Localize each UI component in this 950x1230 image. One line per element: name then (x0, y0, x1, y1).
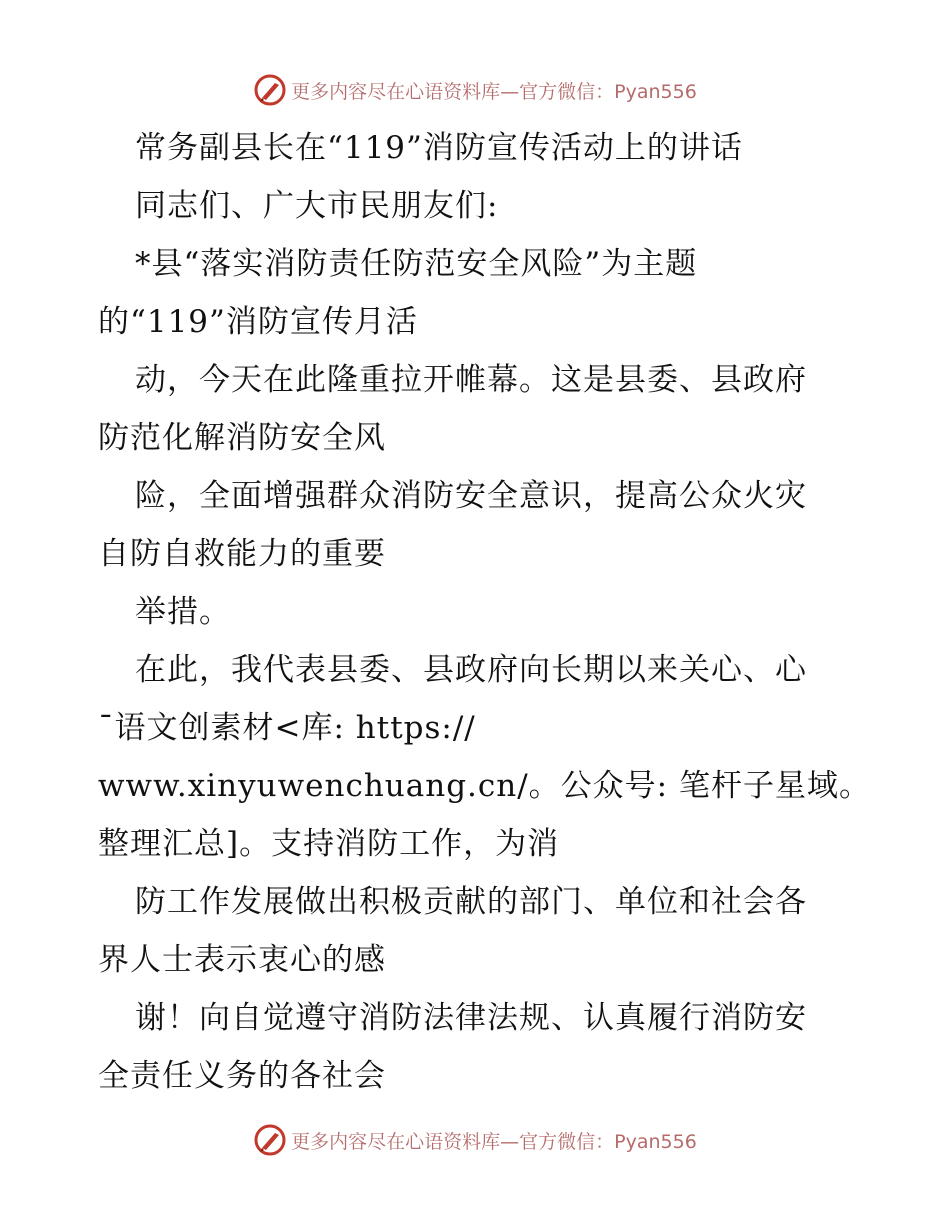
header-banner (0, 68, 950, 112)
text-line: www.xinyuwenchuang.cn/。公众号: 笔杆子星域。 (98, 768, 871, 804)
text-line: 动，今天在此隆重拉开帷幕。这是县委、县政府 (135, 362, 807, 398)
footer-banner (0, 1118, 950, 1162)
document-title: 常务副县长在“119”消防宣传活动上的讲话 (135, 130, 743, 166)
text-line: ¯语文创素材<库: https:// (98, 710, 476, 746)
text-line: 举措。 (135, 594, 231, 630)
text-line: 险，全面增强群众消防安全意识，提高公众火灾 (135, 478, 807, 514)
text-line: 防工作发展做出积极贡献的部门、单位和社会各 (135, 884, 807, 920)
quill-logo-icon (253, 73, 287, 107)
text-line: 界人士表示衷心的感 (98, 942, 386, 978)
text-line: *县“落实消防责任防范安全风险”为主题 (135, 246, 698, 282)
text-line: 在此，我代表县委、县政府向长期以来关心、心 (135, 652, 807, 688)
text-line: 全责任义务的各社会 (98, 1058, 386, 1094)
footer-banner-text: 更多内容尽在心语资料库—官方微信：Pyan556 (291, 1130, 697, 1153)
header-banner-text: 更多内容尽在心语资料库—官方微信：Pyan556 (291, 80, 697, 103)
text-line: 防范化解消防安全风 (98, 420, 386, 456)
text-line: 谢！向自觉遵守消防法律法规、认真履行消防安 (135, 1000, 807, 1036)
text-line: 的“119”消防宣传月活 (98, 304, 418, 340)
text-line: 自防自救能力的重要 (98, 536, 386, 572)
text-line: 整理汇总]。支持消防工作，为消 (98, 826, 560, 862)
quill-logo-icon (253, 1123, 287, 1157)
text-line: 同志们、广大市民朋友们: (135, 188, 499, 224)
